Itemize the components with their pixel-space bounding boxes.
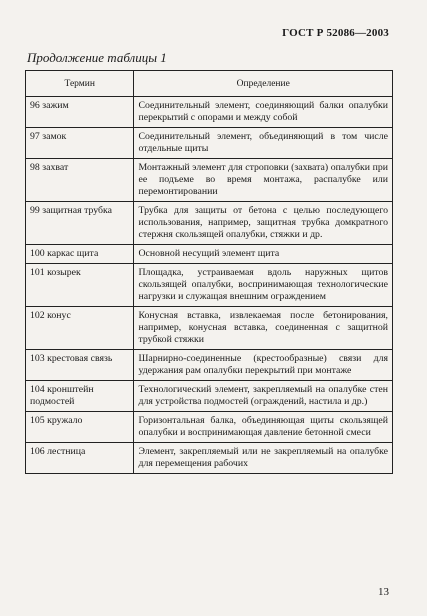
table-row (26, 412, 393, 443)
definition-cell: Монтажный элемент для строповки (захвата) опалубки при ее подъеме во время монтажа, распалубке или перемонтировании (134, 159, 393, 202)
table-caption: Продолжение таблицы 1 (27, 50, 167, 65)
definition-cell: Шарнирно-соединенные (крестообразные) связи для удержания рам опалубки перекрытий при монтаже (134, 350, 393, 381)
definition-cell: Элемент, закрепляемый или не закрепляемый на опалубке для перемещения рабочих (134, 443, 393, 474)
term-cell: 99 защитная трубка (26, 202, 134, 245)
term-cell: 97 замок (26, 128, 134, 159)
table-row (26, 264, 393, 307)
definition-cell: Площадка, устраиваемая вдоль наружных щитов скользящей опалубки, воспринимающая технологические нагрузки и служащая внешним ограждением (134, 264, 393, 307)
column-header-term: Термин (26, 71, 134, 97)
table-row (26, 128, 393, 159)
column-header-definition: Определение (134, 71, 393, 97)
table-row (26, 159, 393, 202)
table-row (26, 443, 393, 474)
definition-cell: Основной несущий элемент щита (134, 245, 393, 264)
page-number: 13 (378, 586, 389, 598)
table-row (26, 307, 393, 350)
term-cell: 105 кружало (26, 412, 134, 443)
table-body (26, 97, 393, 474)
definition-cell: Горизонтальная балка, объединяющая щиты скользящей опалубки и воспринимающая давление бетонной смеси (134, 412, 393, 443)
term-cell: 102 конус (26, 307, 134, 350)
table-header-row (26, 71, 393, 97)
term-cell: 106 лестница (26, 443, 134, 474)
table-row (26, 381, 393, 412)
table-row (26, 350, 393, 381)
table-row (26, 97, 393, 128)
table-row (26, 202, 393, 245)
term-cell: 103 крестовая связь (26, 350, 134, 381)
term-cell: 104 кронштейн подмостей (26, 381, 134, 412)
document-code: ГОСТ Р 52086—2003 (282, 27, 389, 39)
term-cell: 98 захват (26, 159, 134, 202)
definition-cell: Технологический элемент, закрепляемый на опалубке стен для устройства подмостей (ограждений, настила и др.) (134, 381, 393, 412)
term-cell: 96 зажим (26, 97, 134, 128)
term-cell: 100 каркас щита (26, 245, 134, 264)
term-cell: 101 козырек (26, 264, 134, 307)
definition-cell: Соединительный элемент, объединяющий в том числе отдельные щиты (134, 128, 393, 159)
definition-cell: Конусная вставка, извлекаемая после бетонирования, например, конусная вставка, соединенная с защитной трубкой стяжки (134, 307, 393, 350)
definition-cell: Соединительный элемент, соединяющий балки опалубки перекрытий с опорами и между собой (134, 97, 393, 128)
terms-table (25, 70, 393, 474)
table-row (26, 245, 393, 264)
definition-cell: Трубка для защиты от бетона с целью последующего использования, например, защитная трубка домкратного стержня скользящей опалубки, стяжки и др. (134, 202, 393, 245)
